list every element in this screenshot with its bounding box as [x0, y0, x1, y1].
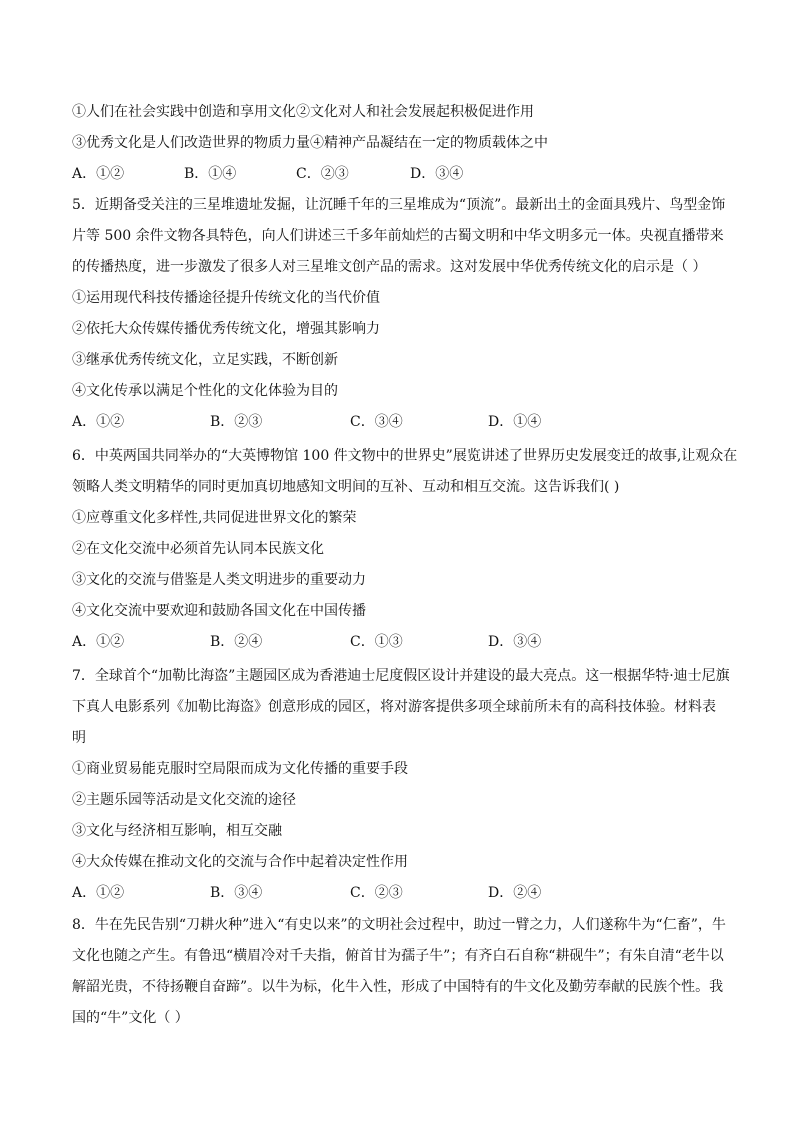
statement-line: ③继承优秀传统文化，立足实践，不断创新 — [72, 352, 338, 368]
option-d[interactable]: D．②④ — [488, 885, 542, 901]
option-c[interactable]: C．②③ — [296, 166, 349, 182]
option-d[interactable]: D．③④ — [410, 166, 464, 182]
answer-options — [72, 412, 732, 432]
question-stem-line: 文化也随之产生。有鲁迅“横眉冷对千夫指，俯首甘为孺子牛”；有齐白石自称“耕砚牛”；有朱自清“老牛以 — [72, 948, 724, 964]
statement-line: ①应尊重文化多样性,共同促进世界文化的繁荣 — [72, 510, 357, 526]
statement-line: ④大众传媒在推动文化的交流与合作中起着决定性作用 — [72, 854, 408, 870]
statement-line: ②依托大众传媒传播优秀传统文化，增强其影响力 — [72, 321, 380, 337]
statement-line: ②主题乐园等活动是文化交流的途径 — [72, 792, 296, 808]
answer-options — [72, 883, 732, 903]
question-stem-line: 下真人电影系列《加勒比海盗》创意形成的园区，将对游客提供多项全球前所未有的高科技体验。材料表 — [72, 699, 716, 715]
question-stem-line: 8．牛在先民告别“刀耕火种”进入“有史以来”的文明社会过程中，助过一臂之力，人们遂称牛为“仁畜”，牛 — [72, 917, 726, 933]
option-c[interactable]: C．③④ — [350, 414, 403, 430]
statement-line: ③文化的交流与借鉴是人类文明进步的重要动力 — [72, 572, 366, 588]
option-a[interactable]: A．①② — [72, 166, 125, 182]
question-stem-line: 国的“牛”文化（ ） — [72, 1010, 189, 1026]
statement-line: ①人们在社会实践中创造和享用文化②文化对人和社会发展起积极促进作用 — [72, 104, 534, 120]
question-stem-line: 解韶光贵，不待扬鞭自奋蹄”。以牛为标，化牛入性，形成了中国特有的牛文化及勤劳奉献的民族个性。我 — [72, 979, 724, 995]
question-stem-line: 5．近期备受关注的三星堆遗址发掘，让沉睡千年的三星堆成为“顶流”。最新出土的金面具残片、鸟型金饰 — [72, 197, 726, 213]
option-a[interactable]: A．①② — [72, 414, 125, 430]
option-b[interactable]: B．①④ — [184, 166, 237, 182]
question-stem-line: 的传播热度，进一步激发了很多人对三星堆文创产品的需求。这对发展中华优秀传统文化的启示是（ ） — [72, 259, 707, 275]
statement-line: ③优秀文化是人们改造世界的物质力量④精神产品凝结在一定的物质载体之中 — [72, 135, 548, 151]
statement-line: ①商业贸易能克服时空局限而成为文化传播的重要手段 — [72, 761, 408, 777]
answer-options — [72, 164, 732, 184]
question-stem-line: 6．中英两国共同举办的“大英博物馆 100 件文物中的世界史”展览讲述了世界历史发展变迁的故事,让观众在 — [72, 448, 738, 464]
question-stem-line: 领略人类文明精华的同时更加真切地感知文明间的互补、互动和相互交流。这告诉我们( ) — [72, 479, 620, 495]
question-stem-line: 明 — [72, 730, 86, 746]
option-b[interactable]: B．②③ — [210, 414, 263, 430]
statement-line: ③文化与经济相互影响，相互交融 — [72, 823, 282, 839]
option-d[interactable]: D．③④ — [488, 634, 542, 650]
option-a[interactable]: A．①② — [72, 885, 125, 901]
statement-line: ④文化传承以满足个性化的文化体验为目的 — [72, 383, 338, 399]
option-c[interactable]: C．②③ — [350, 885, 403, 901]
statement-line: ①运用现代科技传播途径提升传统文化的当代价值 — [72, 290, 380, 306]
answer-options — [72, 632, 732, 652]
statement-line: ④文化交流中要欢迎和鼓励各国文化在中国传播 — [72, 603, 366, 619]
statement-line: ②在文化交流中必须首先认同本民族文化 — [72, 541, 324, 557]
option-b[interactable]: B．②④ — [210, 634, 263, 650]
option-b[interactable]: B．③④ — [210, 885, 263, 901]
option-c[interactable]: C．①③ — [350, 634, 403, 650]
option-a[interactable]: A．①② — [72, 634, 125, 650]
question-stem-line: 片等 500 余件文物各具特色，向人们讲述三千多年前灿烂的古蜀文明和中华文明多元一体。央视直播带来 — [72, 228, 724, 244]
option-d[interactable]: D．①④ — [488, 414, 542, 430]
question-stem-line: 7．全球首个“加勒比海盗”主题园区成为香港迪士尼度假区设计并建设的最大亮点。这一根据华特·迪士尼旗 — [72, 668, 730, 684]
